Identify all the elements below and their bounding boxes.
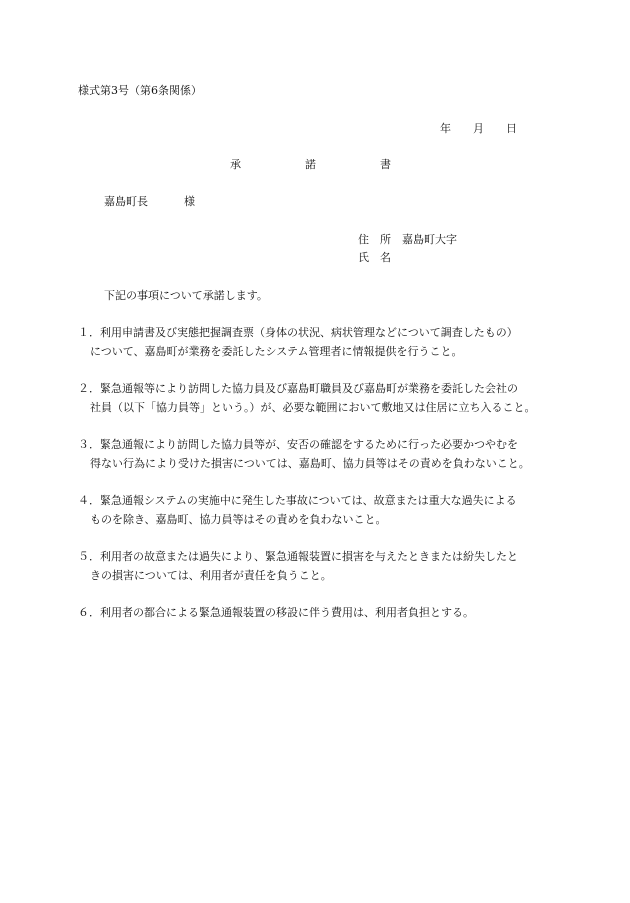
consent-item-line: 得ない行為により受けた損害については、嘉島町、協力員等はその責めを負わないこと。 <box>90 457 530 470</box>
applicant-name <box>358 249 391 265</box>
address-label-2: 所 <box>380 233 391 246</box>
applicant-address <box>358 231 457 247</box>
date-month-label: 月 <box>473 122 484 135</box>
address-label-1: 住 <box>358 233 369 246</box>
title-char-3: 書 <box>380 158 391 171</box>
consent-item-line: ２．緊急通報等により訪問した協力員及び嘉島町職員及び嘉島町が業務を委託した会社の <box>78 382 518 395</box>
intro-text: 下記の事項について承諾します。 <box>104 289 268 302</box>
title-char-1: 承 <box>230 158 241 171</box>
addressee <box>104 193 195 209</box>
date-line <box>440 120 517 136</box>
document-title <box>230 156 391 172</box>
consent-item-line: １．利用申請書及び実態把握調査票（身体の状況、病状管理などについて調査したもの） <box>78 326 518 339</box>
consent-item-line: について、嘉島町が業務を委託したシステム管理者に情報提供を行うこと。 <box>90 345 463 358</box>
title-char-2: 諾 <box>305 158 316 171</box>
consent-item-line: きの損害については、利用者が責任を負うこと。 <box>90 569 332 582</box>
date-day-label: 日 <box>506 122 517 135</box>
consent-item-line: ものを除き、嘉島町、協力員等はその責めを負わないこと。 <box>90 513 387 526</box>
consent-item <box>78 380 558 415</box>
consent-item <box>78 324 558 359</box>
consent-item-line: 社員（以下「協力員等」という。）が、必要な範囲において敷地又は住居に立ち入ること。 <box>90 401 536 414</box>
consent-item-line: ４．緊急通報システムの実施中に発生した事故については、故意または重大な過失による <box>78 494 517 507</box>
consent-item-line: ３．緊急通報により訪問した協力員等が、安否の確認をするために行った必要かつやむを <box>78 438 518 451</box>
consent-item-line: ６．利用者の都合による緊急通報装置の移設に伴う費用は、利用者負担とする。 <box>78 606 474 619</box>
name-label-2: 名 <box>380 251 391 264</box>
addressee-name: 嘉島町長 <box>104 195 148 208</box>
name-label-1: 氏 <box>358 251 369 264</box>
consent-item <box>78 548 558 583</box>
form-number: 様式第3号（第6条関係） <box>78 84 202 97</box>
consent-item <box>78 604 558 620</box>
date-year-label: 年 <box>440 122 451 135</box>
consent-item <box>78 492 558 527</box>
consent-item <box>78 436 558 471</box>
addressee-honorific: 様 <box>184 195 195 208</box>
consent-item-line: ５．利用者の故意または過失により、緊急通報装置に損害を与えたときまたは紛失したと <box>78 550 518 563</box>
address-value: 嘉島町大字 <box>402 233 457 246</box>
